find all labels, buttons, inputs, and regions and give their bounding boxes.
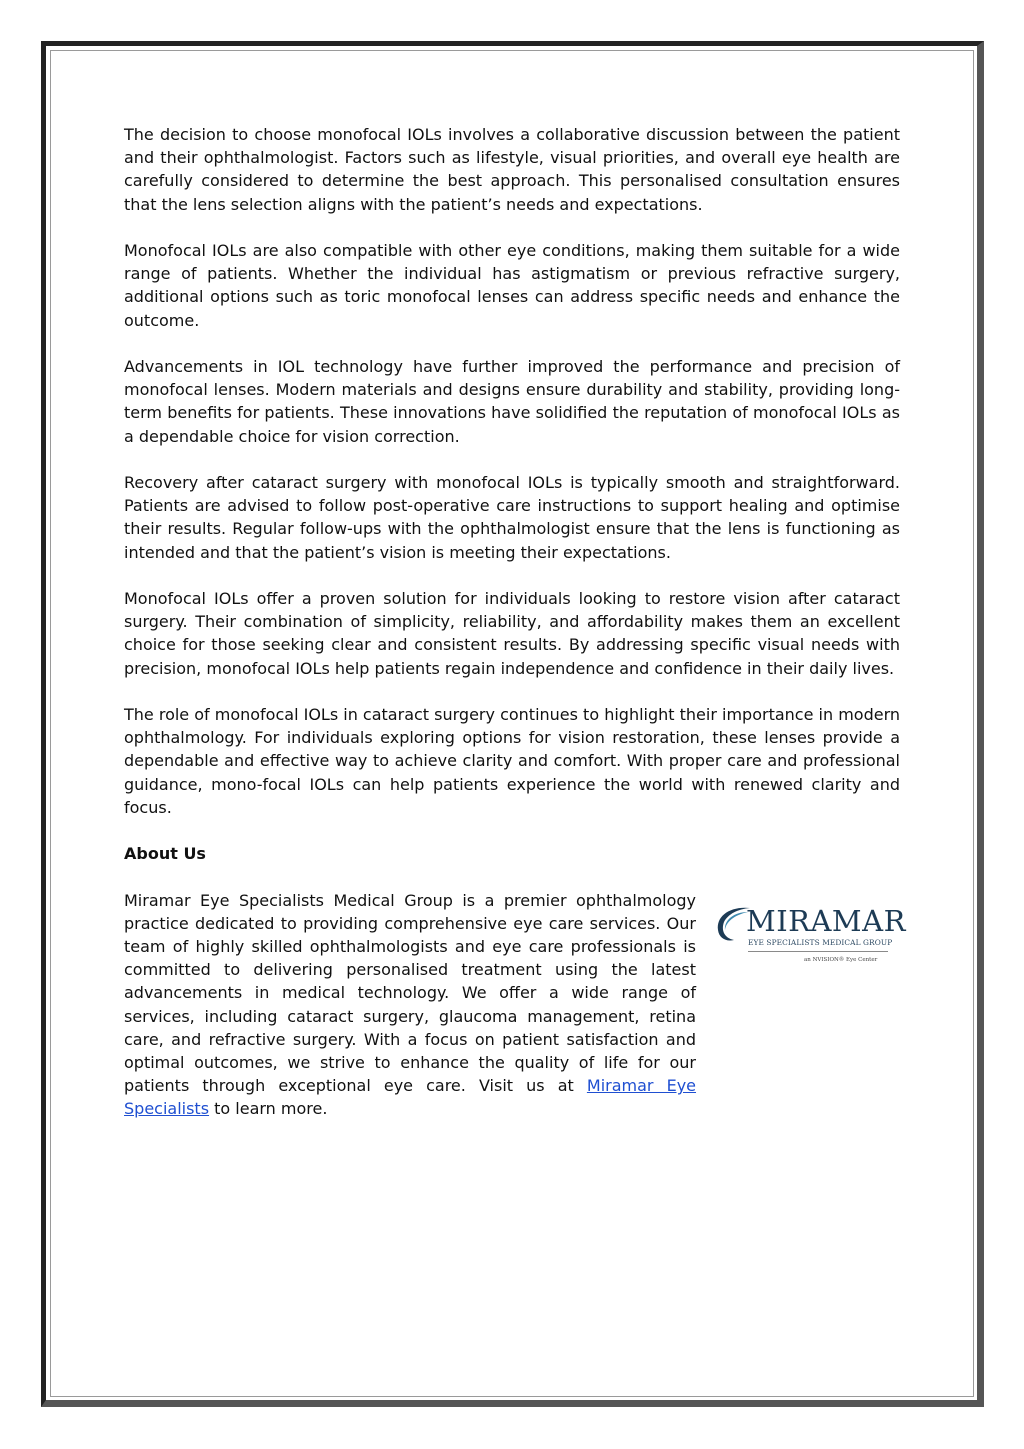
logo-tagline: an NVISION® Eye Center — [804, 957, 878, 963]
about-after-link: to learn more. — [209, 1099, 328, 1119]
document-body — [124, 123, 900, 1144]
about-heading: About Us — [124, 844, 206, 864]
paragraph-5: Monofocal IOLs offer a proven solution for individuals looking to restore vision after cataract surgery. Their combination of simplicity, reliability, and affordability makes them an excellent choice for those seeking clear and consistent results. By addressing specific visual needs with precision, monofocal IOLs help patients regain independence and confidence in their daily lives. — [124, 589, 900, 678]
paragraph-2: Monofocal IOLs are also compatible with other eye conditions, making them suitable for a wide range of patients. Whether the individual has astigmatism or previous refractive surgery, additional options such as toric monofocal lenses can address specific needs and enhance the outcome. — [124, 241, 900, 330]
paragraph-6: The role of monofocal IOLs in cataract surgery continues to highlight their importance in modern ophthalmology. For individuals exploring options for vision restoration, these lenses provide a dependable and effective way to achieve clarity and comfort. With proper care and professional guidance, mono-focal IOLs can help patients experience the world with renewed clarity and focus. — [124, 705, 900, 817]
miramar-logo — [712, 900, 906, 970]
about-paragraph — [124, 889, 696, 1121]
about-body: Miramar Eye Specialists Medical Group is a premier ophthalmology practice dedicated to providing comprehensive eye care services. Our team of highly skilled ophthalmologists and eye care professionals is committed to delivering personalised treatment using the latest advancements in medical technology. We offer a wide range of services, including cataract surgery, glaucoma management, retina care, and refractive surgery. With a focus on patient satisfaction and optimal outcomes, we strive to enhance the quality of life for our patients through exceptional eye care. Visit us at — [124, 890, 696, 1096]
paragraph-3: Advancements in IOL technology have further improved the performance and precision of monofocal lenses. Modern materials and designs ensure durability and stability, providing long-term benefits for patients. These innovations have solidified the reputation of monofocal IOLs as a dependable choice for vision correction. — [124, 357, 900, 446]
logo-subline: EYE SPECIALISTS MEDICAL GROUP — [748, 938, 888, 952]
paragraph-4: Recovery after cataract surgery with monofocal IOLs is typically smooth and straightforward. Patients are advised to follow post-operative care instructions to support healing and optimise their results. Regular follow-ups with the ophthalmologist ensure that the lens is functioning as intended and that the patient’s vision is meeting their expectations. — [124, 473, 900, 562]
miramar-link[interactable]: Miramar Eye Specialists — [124, 1076, 697, 1119]
logo-wordmark: MIRAMAR — [746, 904, 906, 938]
paragraph-1: The decision to choose monofocal IOLs involves a collaborative discussion between the patient and their ophthalmologist. Factors such as lifestyle, visual priorities, and overall eye health are carefully considered to determine the best approach. This personalised consultation ensures that the lens selection aligns with the patient’s needs and expectations. — [124, 125, 900, 214]
